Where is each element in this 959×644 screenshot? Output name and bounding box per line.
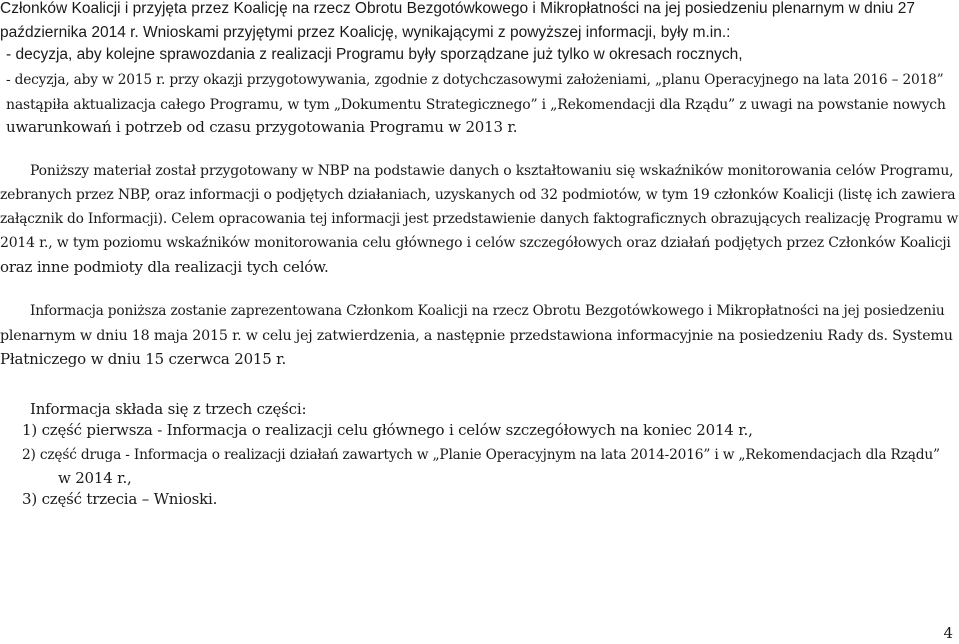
para2-line-4: 2014 r., w tym poziomu wskaźników monitorowania celu głównego i celów szczegółowych oraz działań podjętych przez Członków Koalicji — [0, 235, 951, 251]
parts-heading: Informacja składa się z trzech części: — [30, 400, 307, 418]
para2-line-3: załącznik do Informacji). Celem opracowania tej informacji jest przedstawienie danych faktograficznych obrazujących realizację Programu w — [0, 211, 959, 227]
intro-line-2: października 2014 r. Wnioskami przyjętymi przez Koalicję, wynikającymi z powyższej informacji, były m.in.: — [0, 24, 731, 41]
para2-line-5: oraz inne podmioty dla realizacji tych celów. — [0, 258, 329, 276]
para3-line-2: plenarnym w dniu 18 maja 2015 r. w celu jej zatwierdzenia, a następnie przedstawiona informacyjnie na posiedzeniu Rady ds. Systemu — [0, 328, 953, 344]
intro-line-3: - decyzja, aby kolejne sprawozdania z realizacji Programu były sporządzane już tylko w okresach rocznych, — [6, 46, 743, 63]
parts-item-3: 3) część trzecia – Wnioski. — [22, 490, 218, 508]
intro-line-1: Członków Koalicji i przyjęta przez Koalicję na rzecz Obrotu Bezgotówkowego i Mikropłatności na jej posiedzeniu plenarnym w dniu 27 — [0, 0, 915, 17]
parts-item-2-line-2: w 2014 r., — [58, 469, 132, 487]
page-number: 4 — [943, 624, 953, 642]
parts-item-2-line-1: 2) część druga - Informacja o realizacji działań zawartych w „Planie Operacyjnym na lata 2014-2016” i w „Rekomendacjach dla Rządu” — [22, 447, 940, 463]
para2-line-2: zebranych przez NBP, oraz informacji o podjętych działaniach, uzyskanych od 32 podmiotów, w tym 19 członków Koalicji (listę ich zawiera — [0, 187, 956, 203]
intro-line-5: nastąpiła aktualizacja całego Programu, w tym „Dokumentu Strategicznego” i „Rekomendacji dla Rządu” z uwagi na powstanie nowych — [6, 97, 946, 113]
para3-line-1: Informacja poniższa zostanie zaprezentowana Członkom Koalicji na rzecz Obrotu Bezgotówkowego i Mikropłatności na jej posiedzeniu — [30, 303, 945, 319]
para3-line-3: Płatniczego w dniu 15 czerwca 2015 r. — [0, 350, 287, 368]
intro-line-6: uwarunkowań i potrzeb od czasu przygotowania Programu w 2013 r. — [6, 118, 518, 136]
parts-item-1: 1) część pierwsza - Informacja o realizacji celu głównego i celów szczegółowych na koniec 2014 r., — [22, 421, 753, 439]
para2-line-1: Poniższy materiał został przygotowany w NBP na podstawie danych o kształtowaniu się wskaźników monitorowania celów Programu, — [30, 163, 954, 179]
intro-line-4: - decyzja, aby w 2015 r. przy okazji przygotowywania, zgodnie z dotychczasowymi założeniami, „planu Operacyjnego na lata 2016 – 2018” — [6, 72, 944, 88]
